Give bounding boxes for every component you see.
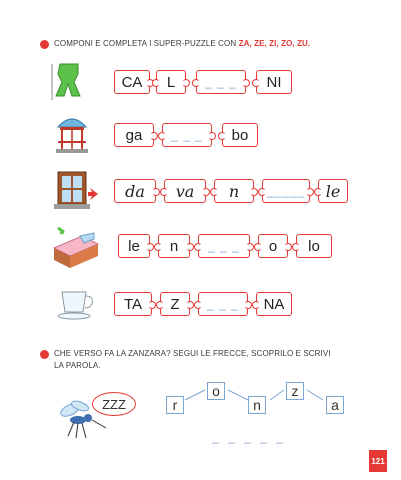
- puzzle-piece: va: [164, 179, 206, 203]
- puzzle-piece: o: [258, 234, 288, 258]
- instruction-2-line1: CHE VERSO FA LA ZANZARA? SEGUI LE FRECCE, SCOPRILO E SCRIVI: [54, 349, 331, 358]
- puzzle-blank[interactable]: _ _ _: [198, 292, 248, 316]
- speech-text: ZZZ: [102, 396, 126, 412]
- puzzle-piece: lo: [296, 234, 332, 258]
- instruction-1-syllables: ZA, ZE, ZI, ZO, ZU.: [238, 39, 311, 48]
- puzzle-piece: n: [158, 234, 190, 258]
- instruction-1-text: COMPONI E COMPLETA I SUPER-PUZZLE CON: [54, 39, 239, 48]
- puzzle-blank[interactable]: _____: [262, 179, 310, 203]
- letter-box: r: [166, 396, 184, 414]
- letter-box: o: [207, 382, 225, 400]
- instruction-2-line2: LA PAROLA.: [54, 361, 101, 370]
- puzzle-blank[interactable]: _ _ _: [162, 123, 212, 147]
- page-number: 121: [369, 450, 387, 472]
- puzzle-piece: bo: [222, 123, 258, 147]
- letter-box: z: [286, 382, 304, 400]
- puzzle-piece: ga: [114, 123, 154, 147]
- puzzle-blank[interactable]: _ _ _: [198, 234, 250, 258]
- puzzle-piece: L: [156, 70, 186, 94]
- puzzle-piece: le: [318, 179, 348, 203]
- puzzle-blank[interactable]: _ _ _: [196, 70, 246, 94]
- puzzle-piece: CA: [114, 70, 150, 94]
- letter-box: a: [326, 396, 344, 414]
- letter-box: n: [248, 396, 266, 414]
- puzzle-piece: da: [114, 179, 156, 203]
- puzzle-piece: NA: [256, 292, 292, 316]
- puzzle-piece: TA: [114, 292, 152, 316]
- puzzle-piece: n: [214, 179, 254, 203]
- answer-blanks[interactable]: _ _ _ _ _: [212, 430, 286, 444]
- puzzle-piece: NI: [256, 70, 292, 94]
- puzzle-piece: Z: [160, 292, 190, 316]
- puzzle-piece: le: [118, 234, 150, 258]
